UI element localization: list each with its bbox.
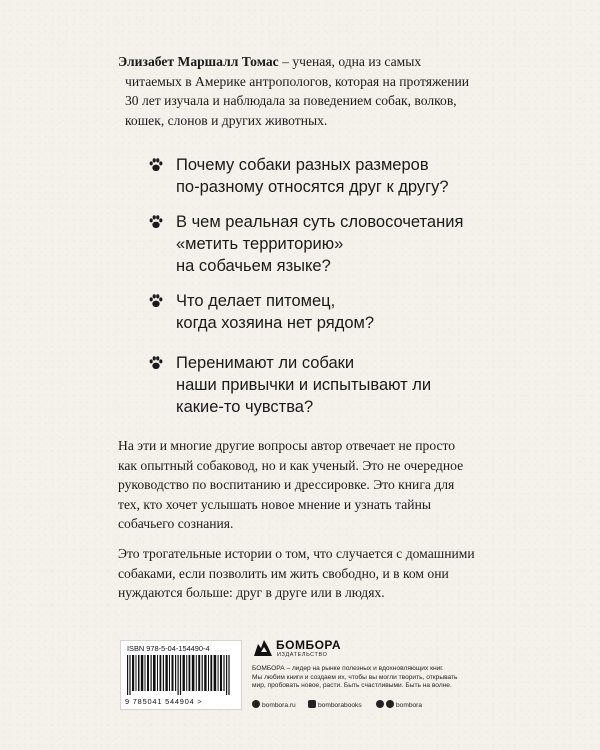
paragraph-line: как опытный собаковод, но и как ученый. Это не очередное	[118, 457, 464, 473]
paragraph-line: тех, кто хочет услышать новое мнение и узнать тайны	[118, 496, 431, 512]
publisher-description-line: Мы любим книги и создаем их, чтобы вы могли творить, открывать	[252, 673, 458, 681]
question-line: «метить территорию»	[176, 235, 344, 253]
question-line: на собачьем языке?	[176, 257, 331, 275]
author-blurb-line1: – ученая, одна из самых	[278, 54, 422, 69]
question-line: наши привычки и испытывают ли	[176, 376, 432, 394]
question-line: Почему собаки разных размеров	[176, 156, 429, 174]
contact-social[interactable]: bombora	[376, 700, 422, 709]
globe-icon	[252, 700, 260, 708]
paragraph-line: руководство по воспитанию и дрессировке. Это книга для	[118, 477, 455, 492]
description-paragraph	[118, 436, 508, 534]
barcode	[120, 640, 242, 710]
question-line: В чем реальная суть словосочетания	[176, 213, 464, 231]
contact-website[interactable]: bombora.ru	[252, 700, 296, 709]
author-blurb-line3: 30 лет изучала и наблюдала за поведением собак, волков,	[125, 93, 457, 108]
paragraph-line: собаками, если позволить им жить свободно, и в ком они	[118, 565, 449, 581]
publisher-subtitle: ИЗДАТЕЛЬСТВО	[277, 652, 328, 658]
instagram-icon	[308, 700, 316, 708]
isbn-label: ISBN 978-5-04-154490-4	[127, 644, 210, 653]
contact-instagram[interactable]: bomborabooks	[308, 700, 362, 709]
paw-icon	[148, 355, 164, 371]
question-line: какие-то чувства?	[176, 398, 314, 416]
vk-icon	[376, 700, 384, 708]
author-name: Элизабет Маршалл Томас	[118, 54, 279, 69]
question-line: по-разному относятся друг к другу?	[176, 178, 449, 196]
publisher-name: БОМБОРА	[276, 638, 342, 652]
paragraph-line: нуждаются больше: друг в друге или в людях.	[118, 585, 385, 600]
publisher-description	[252, 665, 492, 691]
question-line: Перенимают ли собаки	[176, 354, 355, 372]
question-line: Что делает питомец,	[176, 292, 336, 310]
barcode-bars	[127, 655, 235, 695]
description-paragraph	[118, 544, 508, 603]
paragraph-line: Это трогательные истории о том, что случается с домашними	[118, 546, 475, 561]
bombora-logo-icon	[252, 636, 274, 658]
paragraph-line: собачьего сознания.	[118, 516, 234, 531]
paw-icon	[148, 157, 164, 173]
author-blurb	[118, 52, 498, 130]
paw-icon	[148, 214, 164, 230]
paw-icon	[148, 293, 164, 309]
paragraph-line: На эти и многие другие вопросы автор отвечает не просто	[118, 438, 456, 453]
barcode-digits: 9 785041 544904 >	[125, 697, 203, 706]
question-line: когда хозяина нет рядом?	[176, 314, 375, 332]
publisher-description-line: БОМБОРА – лидер на рынке полезных и вдохновляющих книг.	[252, 665, 444, 672]
author-blurb-line2: читаемых в Америке антропологов, которая на протяжении	[125, 73, 470, 89]
telegram-icon	[386, 700, 394, 708]
publisher-description-line: мир, пробовать новое, расти. Быть счастливыми. Быть на волне.	[252, 682, 452, 690]
author-blurb-line4: кошек, слонов и других животных.	[125, 112, 328, 128]
